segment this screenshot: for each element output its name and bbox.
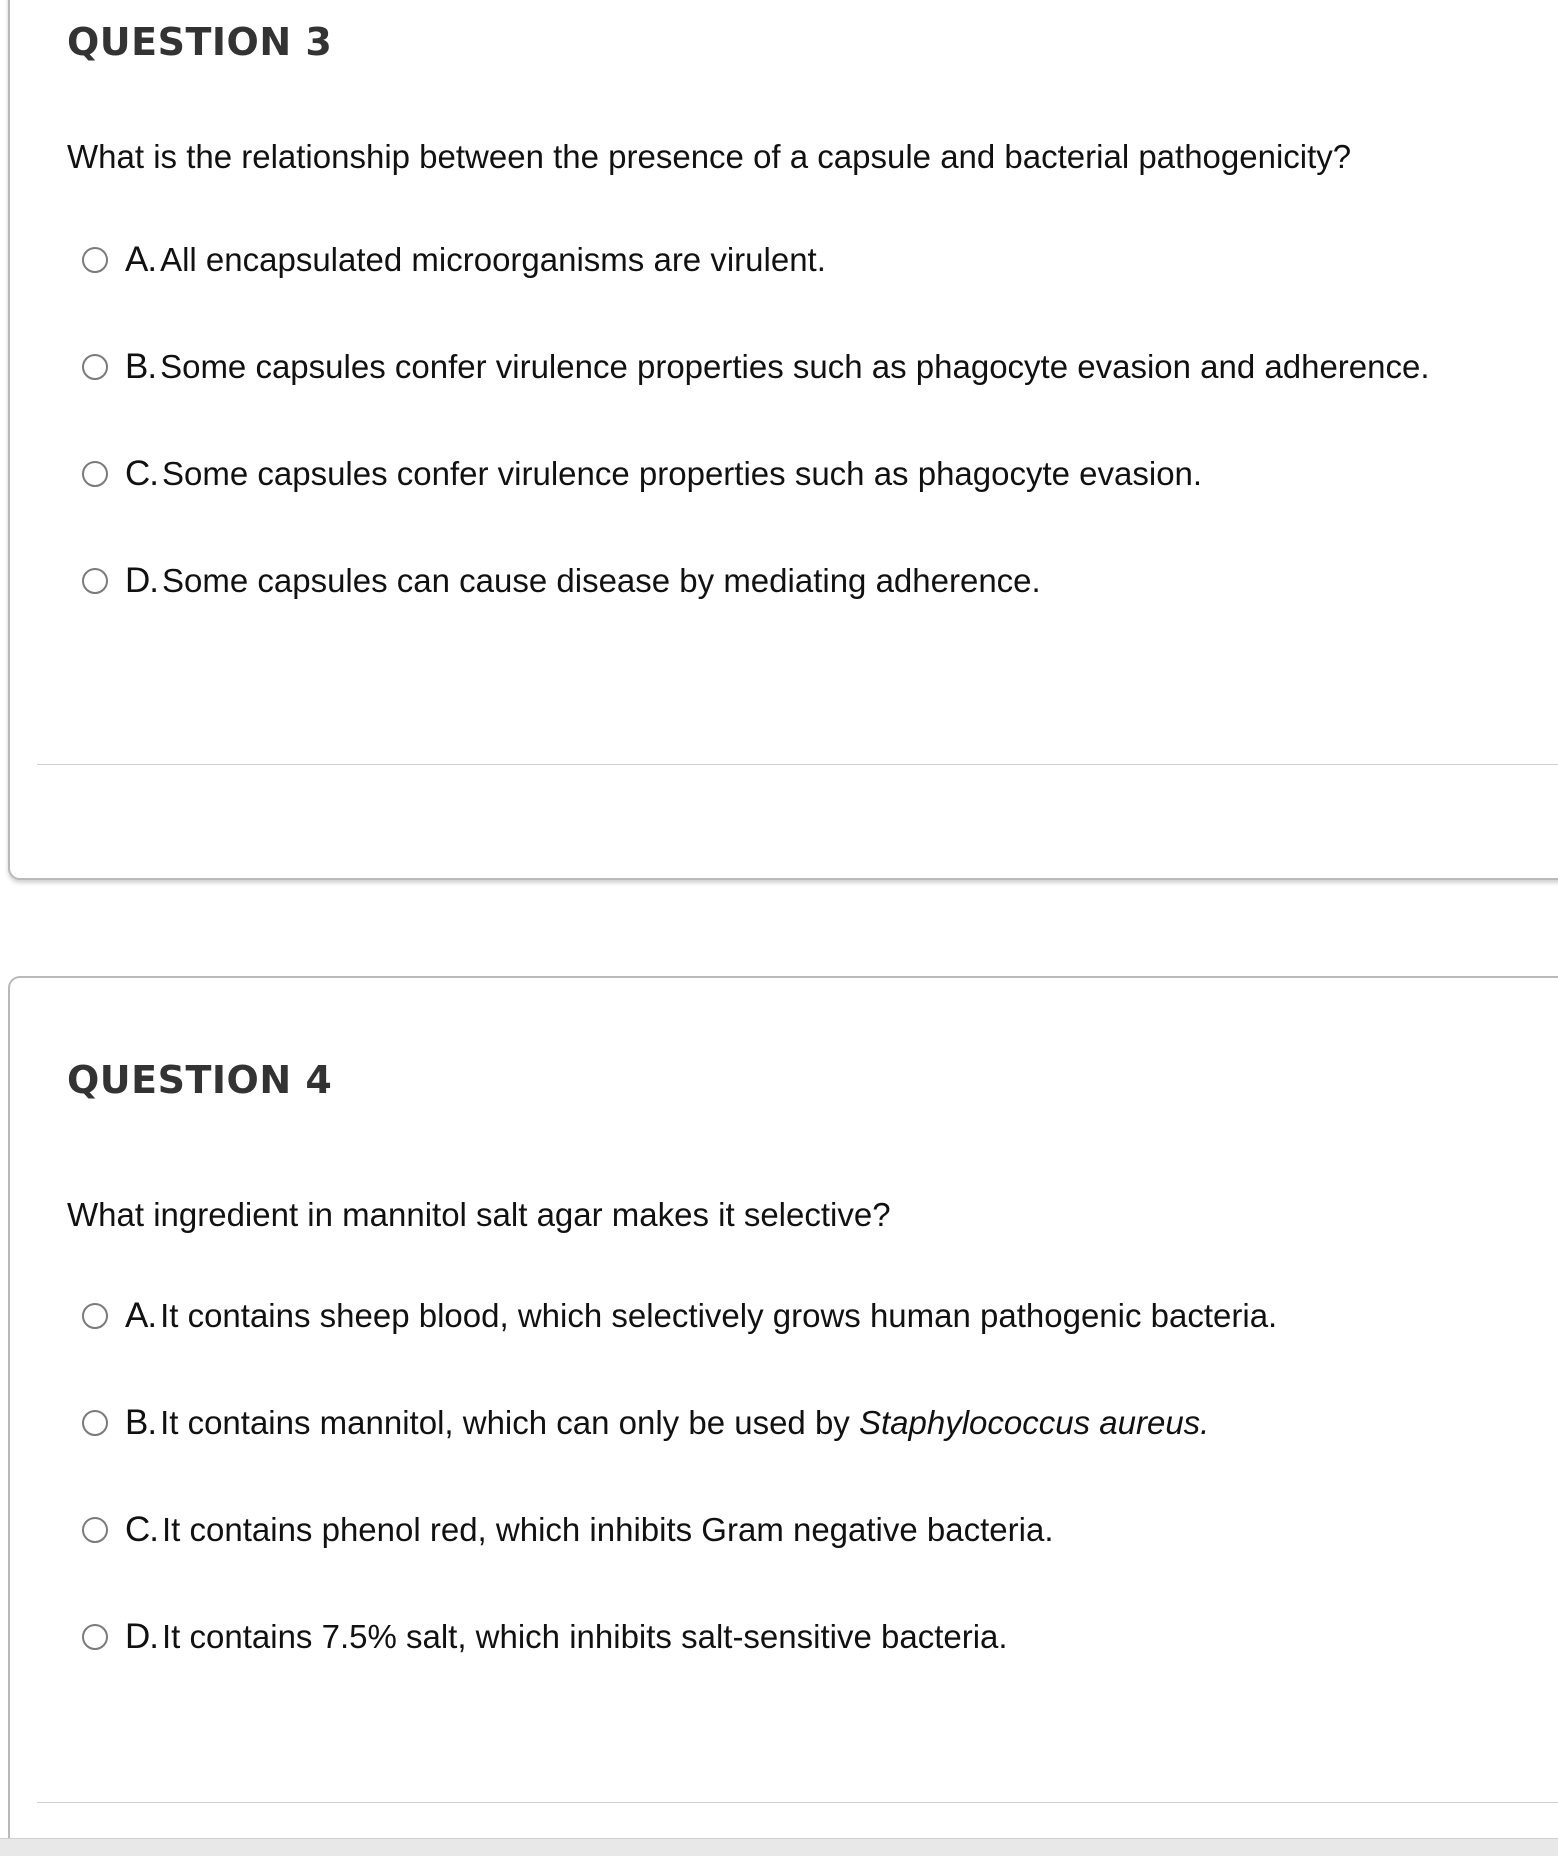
answer-option-d[interactable]	[82, 1617, 1008, 1657]
radio-button[interactable]	[82, 1303, 108, 1329]
answer-option-b[interactable]	[82, 1403, 1209, 1443]
answer-option-c[interactable]	[82, 1510, 1053, 1550]
option-letter: A.	[125, 1296, 157, 1335]
option-text	[160, 1404, 1209, 1442]
option-text-plain: It contains mannitol, which can only be used by	[160, 1404, 859, 1441]
radio-button[interactable]	[82, 1410, 108, 1436]
answer-option-b[interactable]	[82, 347, 1430, 387]
radio-button[interactable]	[82, 1517, 108, 1543]
radio-button[interactable]	[82, 1624, 108, 1650]
question-heading: QUESTION 3	[67, 20, 333, 64]
question-card-3	[8, 0, 1558, 880]
option-letter: D.	[125, 561, 158, 600]
answer-option-c[interactable]	[82, 454, 1202, 494]
option-text: All encapsulated microorganisms are virulent.	[160, 241, 826, 278]
answer-option-a[interactable]	[82, 1296, 1277, 1336]
divider	[37, 1802, 1558, 1803]
option-text: It contains 7.5% salt, which inhibits salt-sensitive bacteria.	[162, 1618, 1008, 1655]
next-card-edge	[0, 1838, 1558, 1856]
option-letter: D.	[125, 1617, 158, 1656]
radio-button[interactable]	[82, 568, 108, 594]
radio-button[interactable]	[82, 247, 108, 273]
question-prompt: What ingredient in mannitol salt agar makes it selective?	[67, 1196, 891, 1233]
radio-button[interactable]	[82, 461, 108, 487]
option-letter: B.	[125, 347, 157, 386]
option-letter: B.	[125, 1403, 157, 1442]
answer-option-a[interactable]	[82, 240, 826, 280]
option-text: It contains phenol red, which inhibits Gram negative bacteria.	[162, 1511, 1054, 1548]
radio-button[interactable]	[82, 354, 108, 380]
option-text: Some capsules confer virulence properties such as phagocyte evasion and adherence.	[160, 348, 1430, 385]
question-card-4	[8, 976, 1558, 1856]
option-text: It contains sheep blood, which selectively grows human pathogenic bacteria.	[160, 1297, 1278, 1334]
answer-option-d[interactable]	[82, 561, 1041, 601]
option-letter: A.	[125, 240, 157, 279]
option-text-italic: Staphylococcus aureus.	[858, 1404, 1210, 1441]
option-text: Some capsules confer virulence properties such as phagocyte evasion.	[162, 455, 1203, 492]
option-letter: C.	[125, 1510, 158, 1549]
option-letter: C.	[125, 454, 158, 493]
question-heading: QUESTION 4	[67, 1058, 333, 1102]
divider	[37, 764, 1558, 765]
question-prompt: What is the relationship between the presence of a capsule and bacterial pathogenicity?	[67, 138, 1352, 175]
option-text: Some capsules can cause disease by mediating adherence.	[162, 562, 1041, 599]
